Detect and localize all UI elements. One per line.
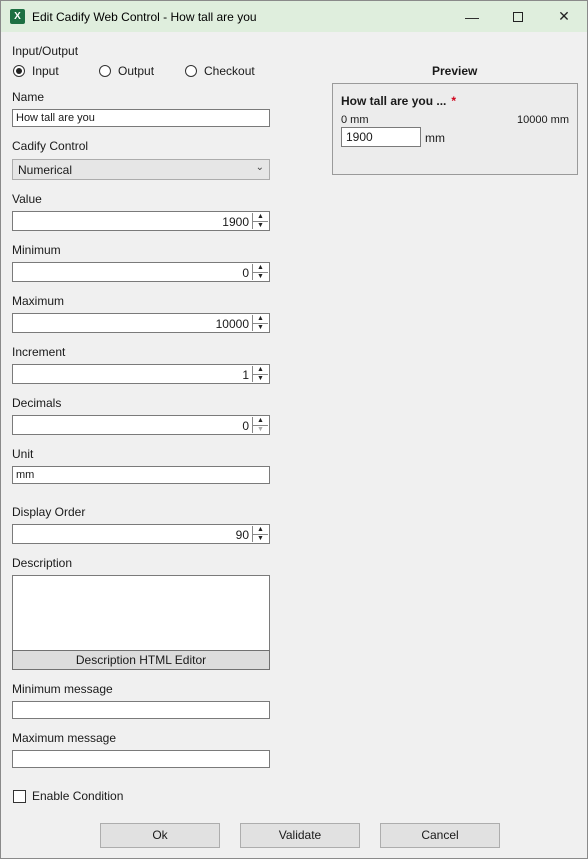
unit-input[interactable]: mm: [12, 466, 270, 484]
display-order-spinner: [252, 526, 268, 542]
title-bar[interactable]: [1, 1, 587, 32]
description-textarea[interactable]: [12, 575, 270, 651]
excel-app-icon: X: [10, 9, 25, 24]
cadify-control-label: Cadify Control: [12, 139, 89, 153]
decimals-value: 0: [242, 419, 249, 433]
radio-input-circle[interactable]: [13, 65, 25, 77]
spin-down-icon[interactable]: ▼: [253, 272, 268, 280]
radio-output-circle[interactable]: [99, 65, 111, 77]
maximum-spinner: [252, 315, 268, 331]
display-order-stepper[interactable]: [12, 524, 270, 544]
maximum-value: 10000: [215, 317, 249, 331]
validate-button[interactable]: Validate: [240, 823, 360, 848]
minimum-value: 0: [242, 266, 249, 280]
preview-question: [341, 94, 456, 108]
name-input[interactable]: How tall are you: [12, 109, 270, 127]
radio-checkout-circle[interactable]: [185, 65, 197, 77]
maximize-button[interactable]: [495, 1, 541, 32]
minimize-icon: —: [465, 8, 479, 25]
enable-condition-label: Enable Condition: [32, 789, 124, 803]
minimum-spinner: [252, 264, 268, 280]
maximum-message-input[interactable]: [12, 750, 270, 768]
spin-down-icon: ▼: [253, 425, 268, 433]
spin-up-icon[interactable]: ▲: [257, 416, 264, 424]
preview-title: Preview: [432, 64, 478, 78]
increment-value: 1: [242, 368, 249, 382]
decimals-label: Decimals: [12, 396, 62, 410]
value-spinner: [252, 213, 268, 229]
minimum-message-input[interactable]: [12, 701, 270, 719]
window-title: Edit Cadify Web Control - How tall are you: [32, 10, 257, 24]
preview-unit: mm: [425, 131, 445, 145]
value-stepper[interactable]: [12, 211, 270, 231]
maximum-stepper[interactable]: [12, 313, 270, 333]
spin-up-icon[interactable]: ▲: [257, 314, 264, 322]
required-mark: *: [451, 94, 457, 108]
description-label: Description: [12, 556, 73, 570]
unit-label: Unit: [12, 447, 34, 461]
cancel-button[interactable]: Cancel: [380, 823, 500, 848]
minimum-label: Minimum: [12, 243, 61, 257]
preview-question-text: How tall are you ...: [341, 94, 447, 108]
cadify-control-value: Numerical: [18, 163, 73, 177]
checkbox-box[interactable]: [13, 790, 26, 803]
spin-down-icon[interactable]: ▼: [253, 323, 268, 331]
maximum-message-label: Maximum message: [12, 731, 117, 745]
name-label: Name: [12, 90, 45, 104]
ok-button[interactable]: Ok: [100, 823, 220, 848]
preview-min-label: 0 mm: [341, 114, 369, 126]
radio-input-label: Input: [32, 64, 59, 78]
maximize-icon: [513, 12, 523, 22]
description-html-editor-button[interactable]: Description HTML Editor: [12, 650, 270, 670]
spin-up-icon[interactable]: ▲: [257, 263, 264, 271]
radio-checkout-label: Checkout: [204, 64, 255, 78]
cadify-control-select[interactable]: [12, 159, 270, 180]
decimals-stepper[interactable]: [12, 415, 270, 435]
chevron-down-icon: ⌄: [255, 162, 264, 173]
value-value: 1900: [222, 215, 249, 229]
preview-max-label: 10000 mm: [517, 114, 569, 126]
value-label: Value: [12, 192, 42, 206]
input-output-label: Input/Output: [12, 44, 79, 58]
spin-down-icon[interactable]: ▼: [253, 374, 268, 382]
minimum-stepper[interactable]: [12, 262, 270, 282]
spin-up-icon[interactable]: ▲: [257, 212, 264, 220]
display-order-value: 90: [235, 528, 249, 542]
spin-down-icon[interactable]: ▼: [253, 221, 268, 229]
decimals-spinner: [252, 417, 268, 433]
increment-stepper[interactable]: [12, 364, 270, 384]
preview-panel: [332, 83, 578, 175]
spin-down-icon[interactable]: ▼: [253, 534, 268, 542]
spin-up-icon[interactable]: ▲: [257, 525, 264, 533]
minimum-message-label: Minimum message: [12, 682, 113, 696]
enable-condition-checkbox[interactable]: [13, 789, 123, 803]
increment-spinner: [252, 366, 268, 382]
display-order-label: Display Order: [12, 505, 86, 519]
close-button[interactable]: [541, 1, 587, 32]
minimize-button[interactable]: [449, 1, 495, 32]
radio-output-label: Output: [118, 64, 155, 78]
radio-output[interactable]: [99, 64, 154, 78]
increment-label: Increment: [12, 345, 66, 359]
close-icon: ✕: [558, 8, 570, 24]
preview-value-input[interactable]: 1900: [341, 127, 421, 147]
radio-checkout[interactable]: [185, 64, 255, 78]
spin-up-icon[interactable]: ▲: [257, 365, 264, 373]
maximum-label: Maximum: [12, 294, 65, 308]
radio-input[interactable]: [13, 64, 59, 78]
